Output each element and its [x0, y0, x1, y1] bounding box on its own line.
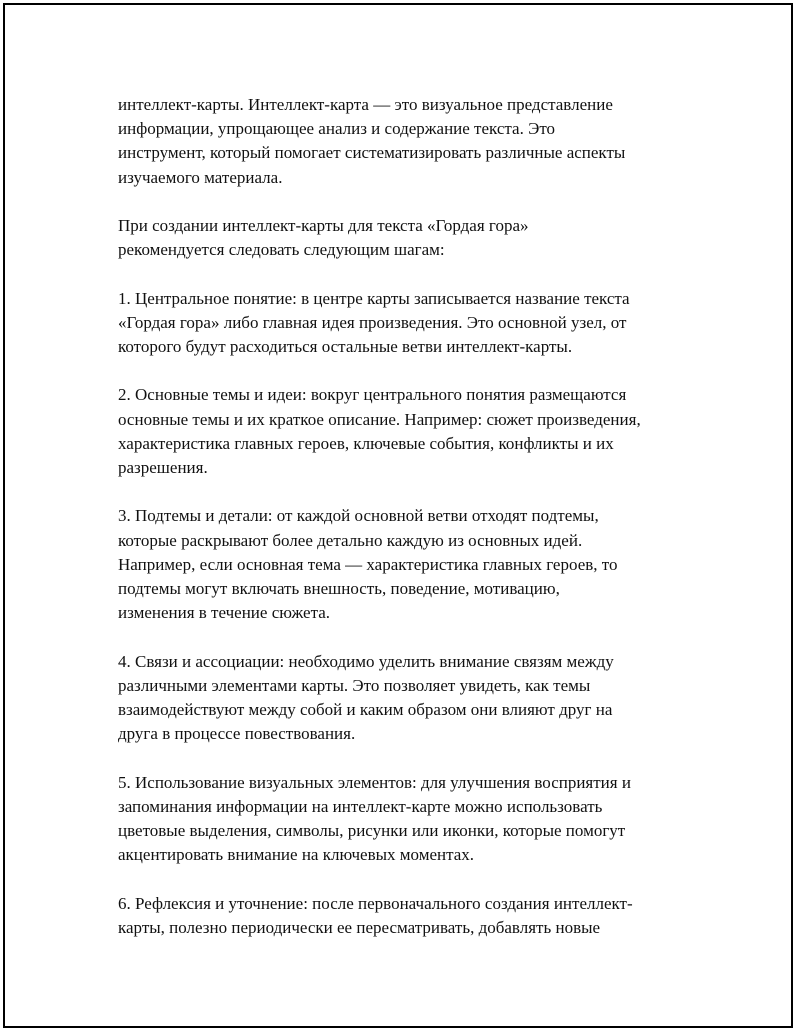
- paragraph-steps-intro: При создании интеллект-карты для текста «Гордая гора» рекомендуется следовать следующим шагам:: [118, 216, 529, 260]
- paragraph-step-2: 2. Основные темы и идеи: вокруг центрального понятия размещаются основные темы и их краткое описание. Например: сюжет произведения, характеристика главных героев, ключевые события, конфликты и их разрешения.: [118, 385, 641, 477]
- paragraph-step-4: 4. Связи и ассоциации: необходимо уделить внимание связям между различными элементами карты. Это позволяет увидеть, как темы взаимодействуют между собой и каким образом они влияют друг на друга в процессе повествования.: [118, 651, 614, 744]
- paragraph-step-5: 5. Использование визуальных элементов: для улучшения восприятия и запоминания информации на интеллект-карте можно использовать цветовые выделения, символы, рисунки или иконки, которые помогут акцентировать внимание на ключевых моментах.: [118, 772, 631, 865]
- paragraph-step-6: 6. Рефлексия и уточнение: после первоначального создания интеллект- карты, полезно периодически ее пересматривать, добавлять новые: [118, 893, 633, 937]
- paragraph-intro-continued: интеллект-карты. Интеллект-карта — это визуальное представление информации, упрощающее анализ и содержание текста. Это инструмент, который помогает систематизировать различные аспекты изучаемого материала.: [118, 95, 626, 187]
- document-body: [118, 93, 718, 964]
- paragraph-step-3: 3. Подтемы и детали: от каждой основной ветви отходят подтемы, которые раскрывают более детально каждую из основных идей. Например, если основная тема — характеристика главных героев, то подтемы могут включать внешность, поведение, мотивацию, изменения в течение сюжета.: [118, 506, 618, 623]
- paragraph-step-1: 1. Центральное понятие: в центре карты записывается название текста «Гордая гора» либо главная идея произведения. Это основной узел, от которого будут расходиться остальные ветви интеллект-карты.: [118, 288, 630, 356]
